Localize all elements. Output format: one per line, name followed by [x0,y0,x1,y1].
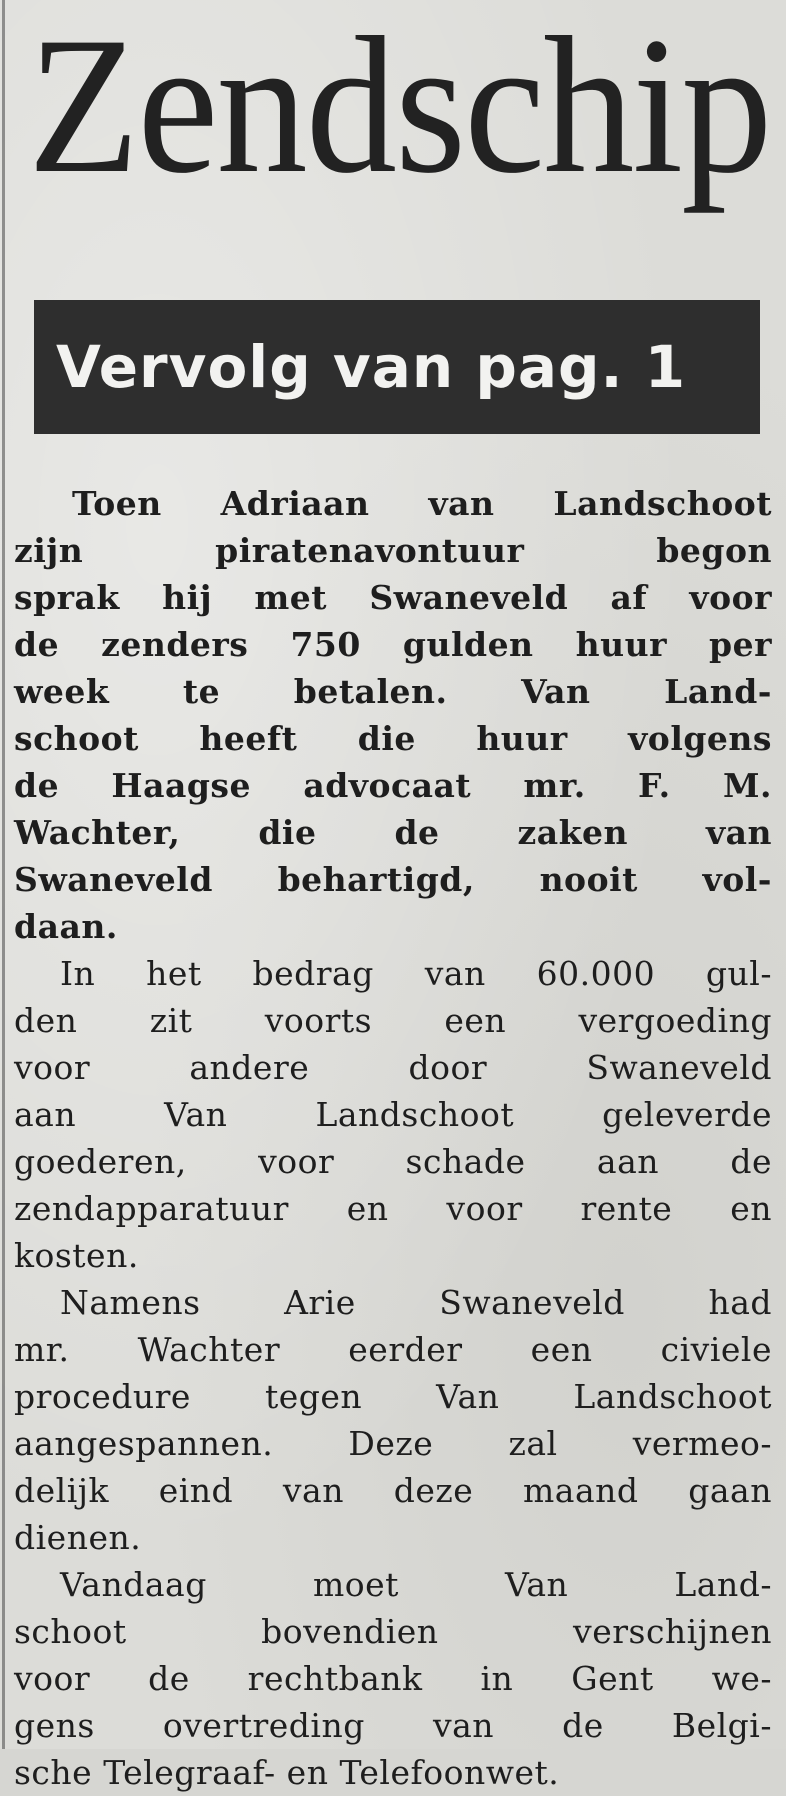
text-line: voor andere door Swaneveld [14,1048,772,1087]
text-line: schoot bovendien verschijnen [14,1612,772,1651]
text-line: de Haagse advocaat mr. F. M. [14,766,772,805]
text-line: daan. [14,907,118,946]
column-rule [2,0,5,1749]
article-body [14,480,772,1796]
text-line: zijn piratenavontuur begon [14,531,772,570]
text-line: mr. Wachter eerder een civiele [14,1330,772,1369]
text-line: kosten. [14,1236,139,1275]
article-paragraph [14,950,772,1279]
text-line: de zenders 750 gulden huur per [14,625,772,664]
text-line: goederen, voor schade aan de [14,1142,772,1181]
text-line: zendapparatuur en voor rente en [14,1189,772,1228]
text-line: Wachter, die de zaken van [14,813,772,852]
text-line: dienen. [14,1518,142,1557]
article-paragraph [14,1561,772,1796]
text-line: sprak hij met Swaneveld af voor [14,578,772,617]
text-line: aangespannen. Deze zal vermeo- [14,1424,772,1463]
text-line: procedure tegen Van Landschoot [14,1377,772,1416]
text-line: den zit voorts een vergoeding [14,1001,772,1040]
text-line: week te betalen. Van Land- [14,672,772,711]
text-line: In het bedrag van 60.000 gul- [60,954,772,993]
text-line: sche Telegraaf- en Telefoonwet. [14,1753,560,1792]
article-paragraph [14,1279,772,1561]
text-line: aan Van Landschoot geleverde [14,1095,772,1134]
text-line: delijk eind van deze maand gaan [14,1471,772,1510]
headline: Zendschip [28,0,771,214]
banner-label: Vervolg van pag. 1 [56,333,687,401]
text-line: voor de rechtbank in Gent we- [14,1659,772,1698]
text-line: Toen Adriaan van Landschoot [72,484,772,523]
text-line: schoot heeft die huur volgens [14,719,772,758]
text-line: Namens Arie Swaneveld had [60,1283,772,1322]
text-line: Vandaag moet Van Land- [60,1565,772,1604]
article-paragraph [14,480,772,950]
text-line: Swaneveld behartigd, nooit vol- [14,860,772,899]
text-line: gens overtreding van de Belgi- [14,1706,772,1745]
continuation-banner [34,300,760,434]
